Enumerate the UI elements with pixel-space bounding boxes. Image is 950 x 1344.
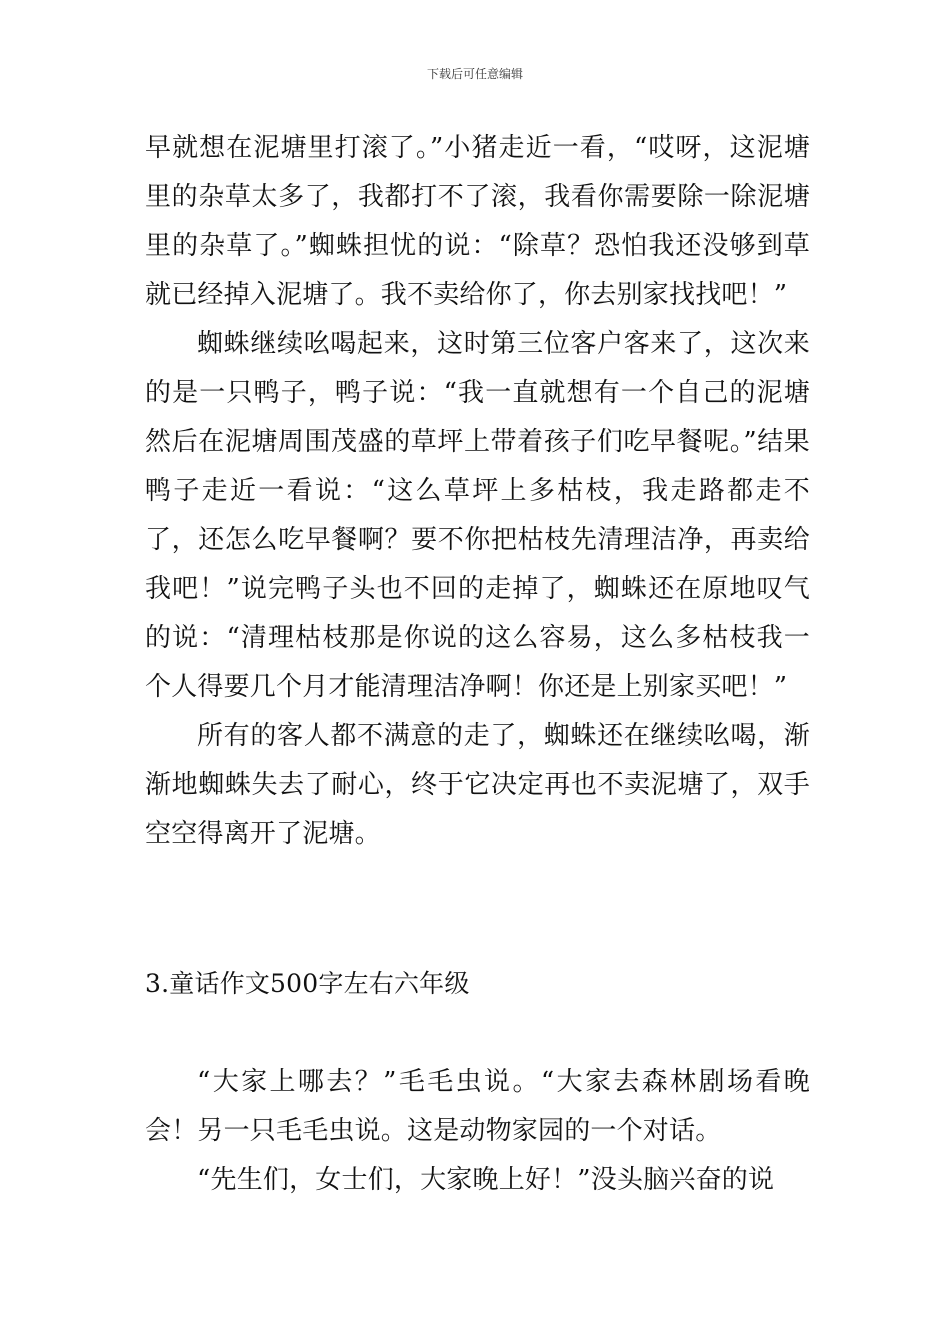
paragraph-host: “先生们，女士们，大家晚上好！”没头脑兴奋的说: [197, 1165, 775, 1195]
paragraph-spider-leaves: 所有的客人都不满意的走了，蜘蛛还在继续吆喝，渐渐地蜘蛛失去了耐心，终于它决定再也不卖泥塘了，双手空空得离开了泥塘。: [145, 721, 810, 849]
story-text-lower: [145, 1058, 810, 1205]
paragraph-caterpillar: “大家上哪去？”毛毛虫说。“大家去森林剧场看晚会！另一只毛毛虫说。这是动物家园的一个对话。: [145, 1067, 810, 1146]
story-text-upper: [145, 124, 810, 859]
paragraph-duck: 蜘蛛继续吆喝起来，这时第三位客户客来了，这次来的是一只鸭子，鸭子说：“我一直就想有一个自己的泥塘然后在泥塘周围茂盛的草坪上带着孩子们吃早餐呢。”结果鸭子走近一看说：“这么草坪上多枯枝，我走路都走不了，还怎么吃早餐啊？要不你把枯枝先清理洁净，再卖给我吧！”说完鸭子头也不回的走掉了，蜘蛛还在原地叹气的说：“清理枯枝那是你说的这么容易，这么多枯枝我一个人得要几个月才能清理洁净啊！你还是上别家买吧！”: [145, 329, 810, 702]
section-heading-block: [145, 959, 810, 1008]
page-header: 下载后可任意编辑: [426, 67, 523, 81]
section-heading: 3.童话作文500字左右六年级: [145, 969, 470, 998]
paragraph-pig: 早就想在泥塘里打滚了。”小猪走近一看，“哎呀，这泥塘里的杂草太多了，我都打不了滚，我看你需要除一除泥塘里的杂草了。”蜘蛛担忧的说：“除草？恐怕我还没够到草就已经掉入泥塘了。我不卖给你了，你去别家找找吧！”: [145, 133, 810, 310]
